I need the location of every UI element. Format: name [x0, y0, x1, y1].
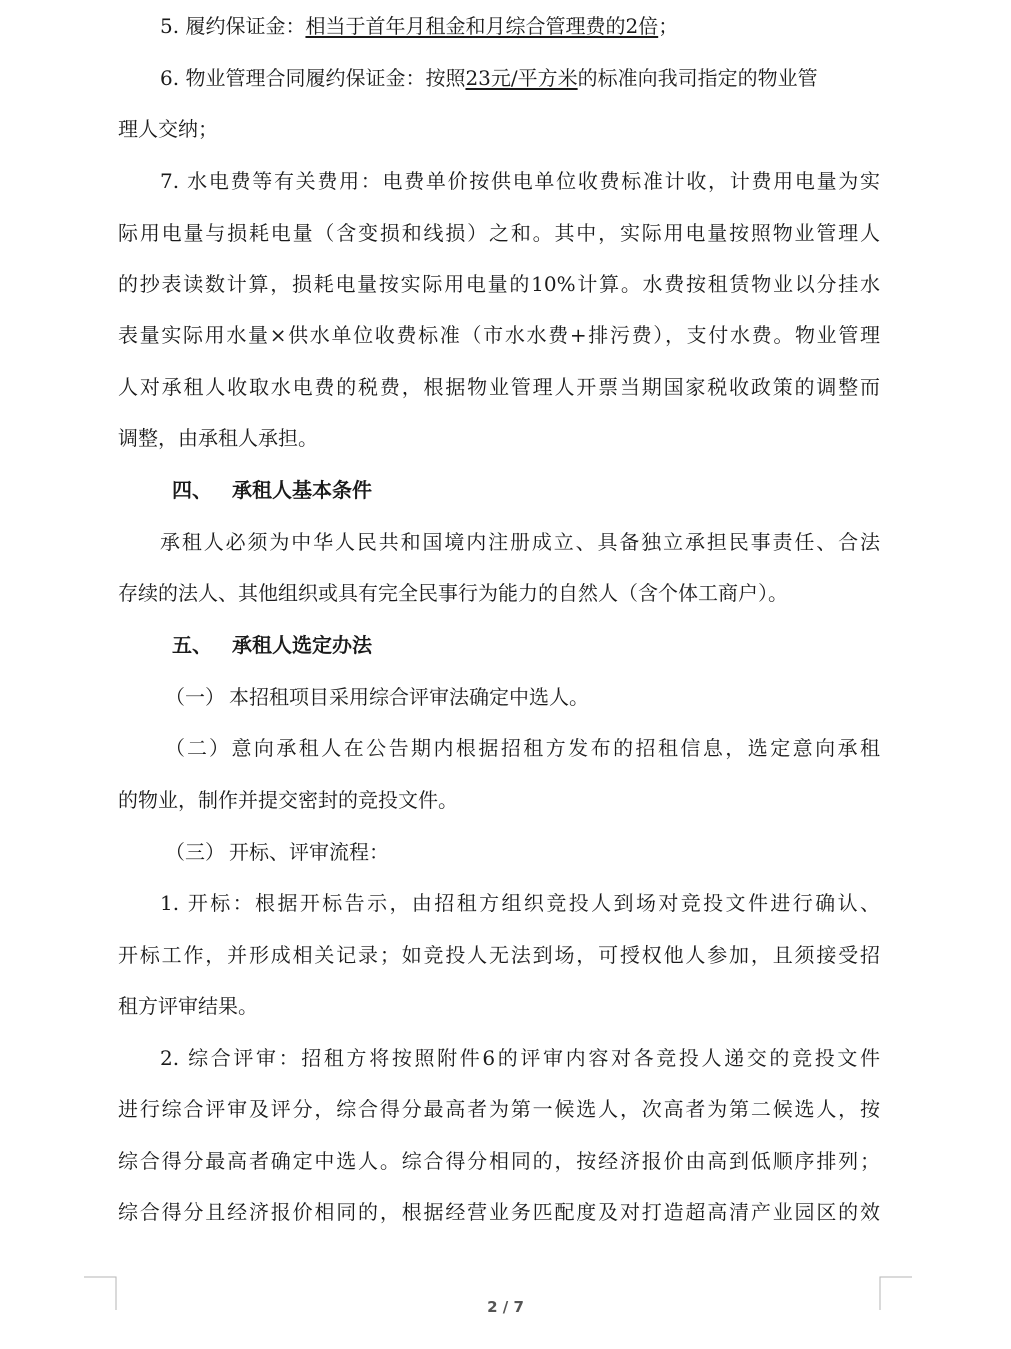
item-5-line: 5. 履约保证金：相当于首年月租金和月综合管理费的2倍； — [160, 14, 679, 38]
item-6-line-2: 理人交纳； — [118, 117, 218, 141]
page-number: 2 / 7 — [487, 1298, 524, 1316]
point-2-line-3: 综合得分最高者确定中选人。综合得分相同的，按经济报价由高到低顺序排列； — [118, 1149, 880, 1173]
item-7-line-5: 人对承租人收取水电费的税费，根据物业管理人开票当期国家税收政策的调整而 — [118, 375, 880, 399]
subsection-2-line-1: （二）意向承租人在公告期内根据招租方发布的招租信息，选定意向承租 — [165, 736, 880, 760]
item-6-line-1: 6. 物业管理合同履约保证金：按照23元/平方米的标准向我司指定的物业管 — [160, 66, 818, 90]
point-2-line-4: 综合得分且经济报价相同的，根据经营业务匹配度及对打造超高清产业园区的效 — [118, 1200, 880, 1224]
section-4-para-line-1: 承租人必须为中华人民共和国境内注册成立、具备独立承担民事责任、合法 — [160, 530, 880, 554]
section-5-heading: 五、 承租人选定办法 — [172, 633, 372, 657]
point-2-line-2: 进行综合评审及评分，综合得分最高者为第一候选人，次高者为第二候选人，按 — [118, 1097, 880, 1121]
subsection-2-line-2: 的物业，制作并提交密封的竞投文件。 — [118, 788, 458, 812]
item-7-line-4: 表量实际用水量×供水单位收费标准（市水水费+排污费），支付水费。物业管理 — [118, 323, 880, 347]
point-2-line-1: 2. 综合评审：招租方将按照附件6的评审内容对各竞投人递交的竞投文件 — [160, 1046, 880, 1070]
item-7-line-6: 调整，由承租人承担。 — [118, 426, 318, 450]
item-7-line-3: 的抄表读数计算，损耗电量按实际用电量的10%计算。水费按租赁物业以分挂水 — [118, 272, 880, 296]
subsection-1: （一） 本招租项目采用综合评审法确定中选人。 — [165, 685, 589, 709]
subsection-3: （三） 开标、评审流程： — [165, 840, 389, 864]
section-4-heading: 四、 承租人基本条件 — [172, 478, 372, 502]
underlined-rate: 23元/平方米 — [465, 66, 578, 90]
point-1-line-2: 开标工作，并形成相关记录；如竞投人无法到场，可授权他人参加，且须接受招 — [118, 943, 880, 967]
item-7-line-2: 际用电量与损耗电量（含变损和线损）之和。其中，实际用电量按照物业管理人 — [118, 221, 880, 245]
underlined-deposit: 相当于首年月租金和月综合管理费的2倍 — [305, 14, 659, 38]
item-7-line-1: 7. 水电费等有关费用：电费单价按供电单位收费标准计收，计费用电量为实 — [160, 169, 880, 193]
section-4-para-line-2: 存续的法人、其他组织或具有完全民事行为能力的自然人（含个体工商户）。 — [118, 581, 788, 605]
point-1-line-3: 租方评审结果。 — [118, 994, 258, 1018]
point-1-line-1: 1. 开标：根据开标告示，由招租方组织竞投人到场对竞投文件进行确认、 — [160, 891, 880, 915]
